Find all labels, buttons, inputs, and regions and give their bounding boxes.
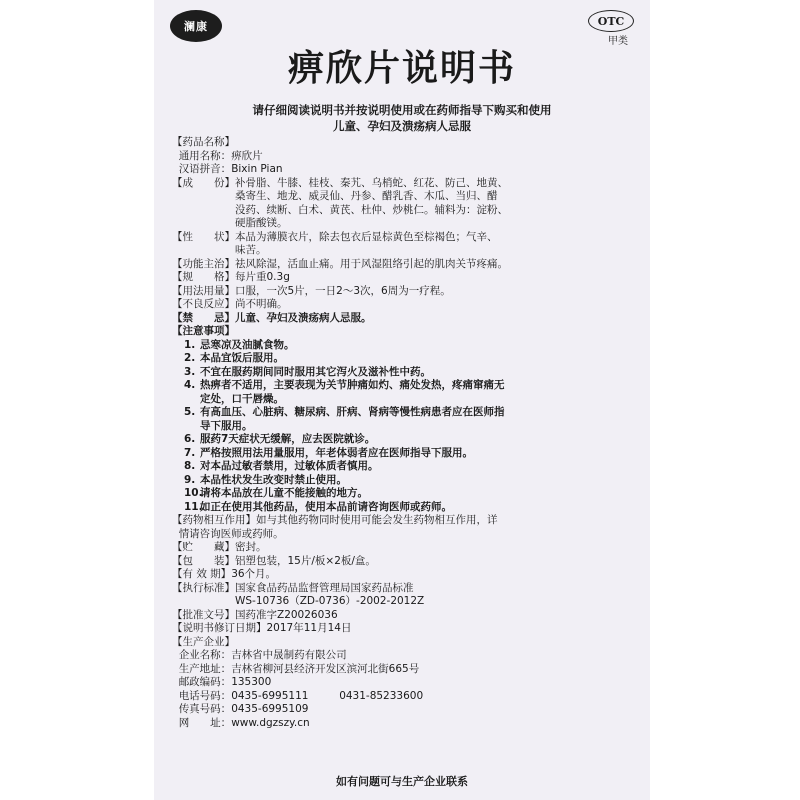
- company-name-row: [172, 649, 638, 663]
- phone-label: 电话号码：: [178, 689, 232, 702]
- approval-label: 【批准文号】: [172, 608, 235, 621]
- ingredients-line: 桑寄生、地龙、威灵仙、丹参、醋乳香、木瓜、当归、醋: [235, 190, 498, 202]
- phone-value-1: 0435-6995111: [231, 689, 309, 702]
- package-value: 铝塑包装，15片/板×2板/盒。: [235, 554, 376, 567]
- precaution-item: [172, 447, 638, 461]
- adverse-reactions-row: [172, 298, 638, 312]
- leaflet-content: [172, 136, 638, 730]
- validity-row: [172, 568, 638, 582]
- specification-row: [172, 271, 638, 285]
- leaflet-page: [154, 0, 650, 800]
- drug-name-label: 【药品名称】: [172, 136, 235, 148]
- precaution-item: [172, 487, 638, 501]
- ingredients-row: [172, 177, 638, 231]
- precaution-number: 2.: [184, 352, 196, 364]
- manufacturer-section: [172, 636, 638, 650]
- approval-row: [172, 609, 638, 623]
- footer-note: 如有问题可与生产企业联系: [336, 775, 468, 788]
- precaution-item: [172, 460, 638, 474]
- precaution-item: [172, 501, 638, 515]
- generic-name-label: 通用名称：: [178, 149, 232, 162]
- warning-line-1: 请仔细阅读说明书并按说明使用或在药师指导下购买和使用: [252, 103, 552, 117]
- pinyin-row: [172, 163, 638, 177]
- pinyin-label: 汉语拼音：: [178, 163, 232, 175]
- precautions-label: 【注意事项】: [172, 325, 235, 337]
- revision-date-row: [172, 622, 638, 636]
- website-value: www.dgzszy.cn: [231, 716, 310, 729]
- precaution-text: 本品宜饭后服用。: [200, 352, 284, 364]
- precaution-text: 不宜在服药期间同时服用其它泻火及滋补性中药。: [200, 365, 431, 378]
- ingredients-line: 硬脂酸镁。: [235, 217, 288, 229]
- drug-name-section: [172, 136, 638, 150]
- interactions-value-1: 如与其他药物同时使用可能会发生药物相互作用，详: [256, 514, 498, 526]
- specification-value: 每片重0.3g: [235, 271, 290, 283]
- precaution-number: 5.: [184, 406, 196, 418]
- contraindications-value: 儿童、孕妇及溃疡病人忌服。: [235, 311, 372, 324]
- standard-value-2: WS-10736（ZD-0736）-2002-2012Z: [235, 595, 425, 607]
- precaution-item: [172, 406, 638, 420]
- generic-name-value: 痹欣片: [231, 149, 263, 162]
- precaution-number: 6.: [184, 433, 196, 445]
- company-name-label: 企业名称：: [178, 649, 232, 661]
- precaution-text: 服药7天症状无缓解，应去医院就诊。: [200, 433, 376, 445]
- zip-row: [172, 676, 638, 690]
- revision-date-value: 2017年11月14日: [266, 622, 352, 634]
- properties-line: 味苦。: [235, 244, 267, 256]
- precaution-item: [172, 379, 638, 393]
- specification-label: 【规 格】: [172, 271, 235, 283]
- precaution-number: 4.: [184, 379, 196, 391]
- precaution-number: 1.: [184, 338, 196, 351]
- storage-label: 【贮 藏】: [172, 541, 235, 553]
- precautions-section: [172, 325, 638, 339]
- precaution-text: 请将本品放在儿童不能接触的地方。: [200, 487, 368, 499]
- standard-label: 【执行标准】: [172, 581, 235, 594]
- properties-label: 【性 状】: [172, 230, 235, 243]
- ingredients-line: 补骨脂、牛膝、桂枝、秦艽、乌梢蛇、红花、防己、地黄、: [235, 176, 508, 189]
- adverse-reactions-value: 尚不明确。: [235, 298, 288, 310]
- precaution-item: [172, 366, 638, 380]
- precaution-text: 定处，口干唇燥。: [200, 392, 284, 405]
- precaution-text: 导下服用。: [200, 419, 253, 432]
- otc-class-label: 甲类: [608, 36, 628, 47]
- interactions-value-2: 情请咨询医师或药师。: [178, 527, 284, 540]
- precaution-text: 热痹者不适用，主要表现为关节肿痛如灼、痛处发热，疼痛窜痛无: [200, 379, 505, 391]
- properties-line: 本品为薄膜衣片，除去包衣后显棕黄色至棕褐色；气辛、: [235, 230, 498, 243]
- precaution-number: 3.: [184, 365, 196, 378]
- ingredients-label: 【成 份】: [172, 176, 235, 189]
- revision-date-label: 【说明书修订日期】: [172, 622, 267, 634]
- precaution-item: [172, 420, 638, 434]
- precaution-text: 对本品过敏者禁用，过敏体质者慎用。: [200, 460, 379, 472]
- dosage-label: 【用法用量】: [172, 284, 235, 297]
- interactions-row: [172, 514, 638, 528]
- precaution-text: 本品性状发生改变时禁止使用。: [200, 473, 347, 486]
- warning-line-2: 儿童、孕妇及溃疡病人忌服: [333, 119, 471, 133]
- precaution-item: [172, 393, 638, 407]
- generic-name-row: [172, 150, 638, 164]
- company-name-value: 吉林省中晟制药有限公司: [231, 649, 347, 661]
- dosage-value: 口服，一次5片，一日2～3次，6周为一疗程。: [235, 284, 451, 297]
- precaution-item: [172, 352, 638, 366]
- indications-row: [172, 258, 638, 272]
- precaution-number: 10.: [184, 487, 203, 499]
- validity-label: 【有 效 期】: [172, 568, 232, 580]
- precaution-number: 11.: [184, 500, 203, 513]
- indications-value: 祛风除湿，活血止痛。用于风湿阻络引起的肌肉关节疼痛。: [235, 257, 508, 270]
- precaution-text: 忌寒凉及油腻食物。: [200, 338, 295, 351]
- address-value: 吉林省柳河县经济开发区滨河北街665号: [231, 662, 420, 675]
- storage-row: [172, 541, 638, 555]
- manufacturer-label: 【生产企业】: [172, 635, 235, 648]
- storage-value: 密封。: [235, 541, 267, 553]
- interactions-row-2: [172, 528, 638, 542]
- precaution-item: [172, 474, 638, 488]
- contraindications-row: [172, 312, 638, 326]
- dosage-row: [172, 285, 638, 299]
- precaution-number: [184, 420, 200, 434]
- precaution-text: 严格按照用法用量服用，年老体弱者应在医师指导下服用。: [200, 446, 473, 459]
- address-row: [172, 663, 638, 677]
- precautions-list: [172, 339, 638, 515]
- brand-logo: [170, 10, 222, 42]
- document-title: 痹欣片说明书: [287, 47, 516, 89]
- standard-row: [172, 582, 638, 609]
- precaution-text: 如正在使用其他药品，使用本品前请咨询医师或药师。: [200, 500, 452, 513]
- package-row: [172, 555, 638, 569]
- standard-value-1: 国家食品药品监督管理局国家药品标准: [235, 581, 414, 594]
- precaution-item: [172, 433, 638, 447]
- fax-row: [172, 703, 638, 717]
- fax-label: 传真号码：: [178, 703, 232, 715]
- package-label: 【包 装】: [172, 554, 235, 567]
- phone-value-2: 0431-85233600: [339, 689, 424, 702]
- contraindications-label: 【禁 忌】: [172, 311, 235, 324]
- adverse-reactions-label: 【不良反应】: [172, 298, 235, 310]
- precaution-item: [172, 339, 638, 353]
- brand-logo-text: 澜康: [184, 20, 208, 33]
- interactions-label: 【药物相互作用】: [172, 514, 256, 526]
- ingredients-line: 没药、续断、白术、黄芪、杜仲、炒桃仁。辅料为：淀粉、: [235, 203, 508, 216]
- zip-label: 邮政编码：: [178, 676, 232, 688]
- address-label: 生产地址：: [178, 662, 232, 675]
- approval-value: 国药准字Z20026036: [235, 608, 338, 621]
- otc-badge: OTC: [588, 10, 634, 32]
- validity-value: 36个月。: [231, 568, 277, 580]
- properties-row: [172, 231, 638, 258]
- precaution-number: 9.: [184, 473, 196, 486]
- precaution-text: 有高血压、心脏病、糖尿病、肝病、肾病等慢性病患者应在医师指: [200, 406, 505, 418]
- indications-label: 【功能主治】: [172, 257, 235, 270]
- pinyin-value: Bixin Pian: [231, 163, 283, 175]
- precaution-number: 8.: [184, 460, 196, 472]
- website-row: [172, 717, 638, 731]
- precaution-number: 7.: [184, 446, 196, 459]
- zip-value: 135300: [231, 676, 272, 688]
- phone-row: [172, 690, 638, 704]
- website-label: 网 址：: [178, 716, 232, 729]
- precaution-number: [184, 393, 200, 407]
- fax-value: 0435-6995109: [231, 703, 309, 715]
